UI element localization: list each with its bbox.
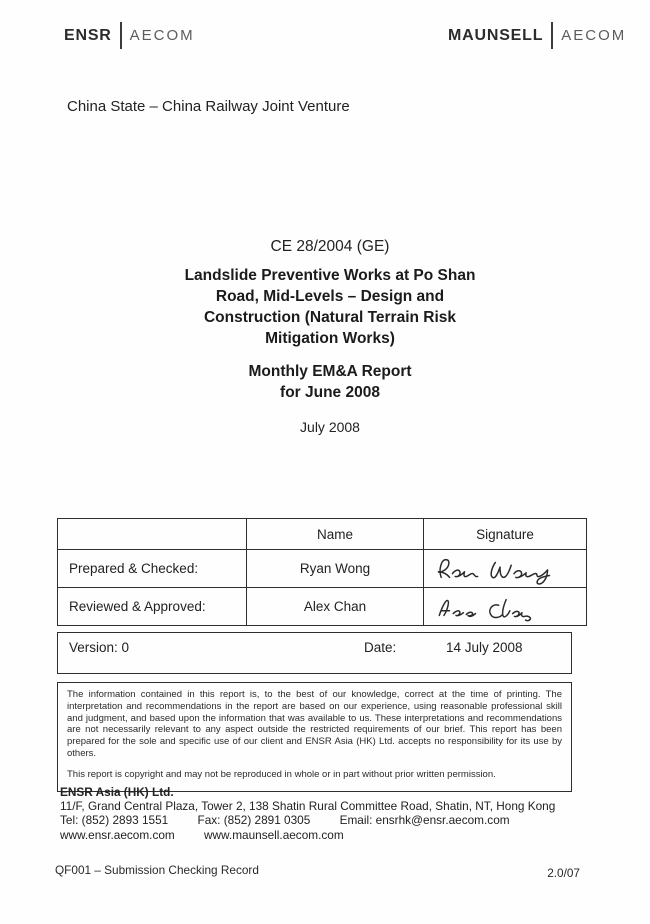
version-box bbox=[57, 632, 572, 674]
contract-number: CE 28/2004 (GE) bbox=[270, 238, 390, 255]
company-contact-block bbox=[60, 785, 555, 842]
project-title-line: Construction (Natural Terrain Risk bbox=[203, 309, 457, 326]
joint-venture-title: China State – China Railway Joint Venture bbox=[67, 98, 350, 115]
project-title bbox=[10, 265, 650, 349]
ensr-aecom-logo bbox=[64, 22, 195, 49]
project-title-line: Landslide Preventive Works at Po Shan bbox=[184, 267, 476, 284]
logo-divider bbox=[120, 22, 122, 49]
copyright-paragraph: This report is copyright and may not be reproduced in whole or in part without prior written permission. bbox=[67, 768, 496, 780]
form-reference: QF001 – Submission Checking Record bbox=[55, 863, 259, 877]
header-cell-name: Name bbox=[247, 519, 424, 550]
disclaimer-paragraph: The information contained in this report is, to the best of our knowledge, correct at the time of printing. The interpretation and recommendations in the report are based on our experience, using reasonable professional skill and judgment, and based upon the information that was available to us. These interpretations and recommendations are not necessarily relevant to any aspect outside the restricted requirements of our brief. This report has been prepared for the sole and specific use of our client and ENSR Asia (HK) Ltd. accepts no responsibility for its use by others. bbox=[67, 689, 562, 759]
table-header-row bbox=[58, 519, 587, 550]
company-address: 11/F, Grand Central Plaza, Tower 2, 138 Shatin Rural Committee Road, Shatin, NT, Hong Kong bbox=[60, 799, 556, 814]
table-row bbox=[58, 588, 587, 626]
project-title-line: Road, Mid-Levels – Design and bbox=[215, 288, 445, 305]
date-label: Date: bbox=[364, 640, 397, 655]
row-signature-cell bbox=[424, 550, 587, 588]
row-name: Ryan Wong bbox=[247, 550, 424, 588]
signature-alex-chan bbox=[430, 592, 560, 624]
report-title-line: for June 2008 bbox=[280, 384, 380, 401]
header-cell-signature: Signature bbox=[424, 519, 587, 550]
report-title-line: Monthly EM&A Report bbox=[248, 363, 412, 380]
project-title-line: Mitigation Works) bbox=[265, 330, 395, 347]
version-value: Version: 0 bbox=[69, 640, 130, 655]
header-cell-empty bbox=[58, 519, 247, 550]
company-name: ENSR Asia (HK) Ltd. bbox=[60, 785, 174, 799]
logo-divider bbox=[551, 22, 553, 49]
row-signature-cell bbox=[424, 588, 587, 626]
company-website-maunsell: www.maunsell.aecom.com bbox=[204, 827, 344, 842]
maunsell-logo-text: MAUNSELL bbox=[448, 26, 544, 44]
company-email: Email: ensrhk@ensr.aecom.com bbox=[339, 813, 510, 828]
ensr-logo-text: ENSR bbox=[64, 26, 112, 44]
company-phone-line bbox=[60, 813, 555, 827]
company-tel: Tel: (852) 2893 1551 bbox=[60, 813, 169, 828]
company-website-ensr: www.ensr.aecom.com bbox=[60, 827, 175, 842]
disclaimer-box bbox=[57, 682, 572, 792]
company-web-line bbox=[60, 828, 555, 842]
row-label: Reviewed & Approved: bbox=[58, 588, 247, 626]
date-value: 14 July 2008 bbox=[446, 640, 523, 655]
row-name: Alex Chan bbox=[247, 588, 424, 626]
maunsell-aecom-logo bbox=[448, 22, 626, 49]
issue-date: July 2008 bbox=[300, 419, 360, 435]
signoff-table bbox=[57, 518, 587, 626]
form-version: 2.0/07 bbox=[547, 866, 580, 880]
row-label: Prepared & Checked: bbox=[58, 550, 247, 588]
table-row bbox=[58, 550, 587, 588]
signature-ryan-wong bbox=[430, 552, 570, 586]
company-fax: Fax: (852) 2891 0305 bbox=[197, 813, 311, 828]
report-title bbox=[10, 361, 650, 403]
aecom-logo-text: AECOM bbox=[561, 27, 627, 44]
aecom-logo-text: AECOM bbox=[129, 27, 195, 44]
